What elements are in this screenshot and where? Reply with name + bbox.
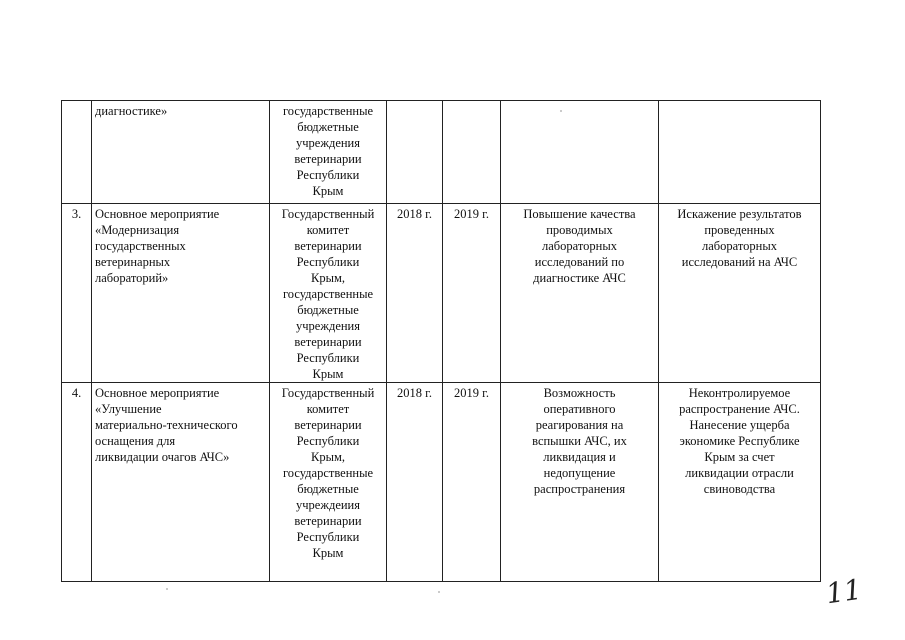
cell-line: диагностике АЧС <box>533 271 626 285</box>
cell-line: Крым, <box>310 271 346 285</box>
end-year-cell <box>443 101 501 204</box>
executor-cell <box>270 383 387 582</box>
cell-line: Возможность <box>543 386 616 400</box>
cell-line: ветеринарных <box>95 255 171 269</box>
cell-line: лабораторных <box>701 239 777 253</box>
cell-line: проводимых <box>546 223 613 237</box>
end-year-cell <box>443 383 501 582</box>
cell-line: лабораторных <box>541 239 617 253</box>
cell-line: Неконтролируемое <box>688 386 791 400</box>
cell-line: ветеринарии <box>294 418 362 432</box>
expected-result-cell <box>501 204 659 383</box>
start-year-cell <box>387 383 443 582</box>
scan-speck <box>438 591 440 593</box>
cell-line: проведенных <box>704 223 775 237</box>
table-row <box>62 101 821 204</box>
cell-line: Основное мероприятие <box>95 386 220 400</box>
event-cell <box>92 204 270 383</box>
cell-line: государственные <box>282 466 374 480</box>
cell-line: государственные <box>282 287 374 301</box>
cell-line: ликвидации отрасли <box>685 466 794 480</box>
cell-text: 3. <box>71 207 82 221</box>
cell-line: Нанесение ущерба <box>689 418 790 432</box>
cell-line: государственные <box>282 104 374 118</box>
cell-line: материально-технического <box>95 418 238 432</box>
cell-line: Крым за счет <box>704 450 775 464</box>
cell-line: Крым, <box>310 450 346 464</box>
page-number-handwritten: 11 <box>823 572 864 611</box>
cell-line: ветеринарии <box>294 335 362 349</box>
row-number-cell <box>62 383 92 582</box>
start-year-cell <box>387 101 443 204</box>
risk-cell <box>659 383 821 582</box>
cell-line: бюджетные <box>297 482 359 496</box>
cell-line: Основное мероприятие <box>95 207 220 221</box>
plan-table <box>61 100 821 582</box>
cell-text: 2018 г. <box>397 386 432 400</box>
risk-cell <box>659 101 821 204</box>
cell-line: «Улучшение <box>95 402 162 416</box>
cell-line: бюджетные <box>297 303 359 317</box>
cell-line: Республики <box>296 530 360 544</box>
cell-line: диагностике» <box>95 104 168 118</box>
scan-speck <box>166 588 168 590</box>
cell-line: вспышки АЧС, их <box>532 434 627 448</box>
cell-line: «Модернизация <box>95 223 180 237</box>
cell-line: недопущение <box>543 466 616 480</box>
row-number-cell <box>62 101 92 204</box>
row-number-cell <box>62 204 92 383</box>
cell-text: 2019 г. <box>454 207 489 221</box>
cell-line: комитет <box>306 402 350 416</box>
cell-line: ветеринарии <box>294 239 362 253</box>
cell-line: Искажение результатов <box>677 207 802 221</box>
cell-line: Государственный <box>281 207 375 221</box>
cell-line: распространения <box>533 482 626 496</box>
executor-cell <box>270 204 387 383</box>
cell-line: распространение АЧС. <box>679 402 800 416</box>
cell-line: ветеринарии <box>294 152 362 166</box>
event-cell <box>92 383 270 582</box>
cell-line: ликвидации очагов АЧС» <box>95 450 230 464</box>
executor-cell <box>270 101 387 204</box>
cell-line: лабораторий» <box>95 271 169 285</box>
end-year-cell <box>443 204 501 383</box>
scan-speck <box>560 110 562 112</box>
cell-line: оперативного <box>543 402 616 416</box>
cell-line: экономике Республике <box>679 434 800 448</box>
cell-line: Крым <box>312 184 344 198</box>
cell-line: исследований на АЧС <box>681 255 798 269</box>
table-row <box>62 383 821 582</box>
cell-line: ветеринарии <box>294 514 362 528</box>
cell-line: учреждения <box>295 136 360 150</box>
expected-result-cell <box>501 101 659 204</box>
cell-line: Республики <box>296 434 360 448</box>
cell-line: Крым <box>312 546 344 560</box>
cell-line: бюджетные <box>297 120 359 134</box>
cell-line: Республики <box>296 255 360 269</box>
cell-line: комитет <box>306 223 350 237</box>
start-year-cell <box>387 204 443 383</box>
event-cell <box>92 101 270 204</box>
cell-line: учреждеиия <box>295 498 360 512</box>
cell-line: учреждения <box>295 319 360 333</box>
cell-line: свиноводства <box>703 482 776 496</box>
cell-text: 4. <box>71 386 82 400</box>
cell-line: Республики <box>296 351 360 365</box>
cell-line: ликвидация и <box>543 450 616 464</box>
cell-text: 2018 г. <box>397 207 432 221</box>
expected-result-cell <box>501 383 659 582</box>
table-row <box>62 204 821 383</box>
cell-line: Повышение качества <box>523 207 636 221</box>
cell-line: реагирования на <box>535 418 624 432</box>
risk-cell <box>659 204 821 383</box>
cell-line: оснащения для <box>95 434 176 448</box>
cell-line: Государственный <box>281 386 375 400</box>
cell-line: Крым <box>312 367 344 381</box>
cell-line: государственных <box>95 239 186 253</box>
cell-text: 2019 г. <box>454 386 489 400</box>
cell-line: исследований по <box>534 255 625 269</box>
cell-line: Республики <box>296 168 360 182</box>
